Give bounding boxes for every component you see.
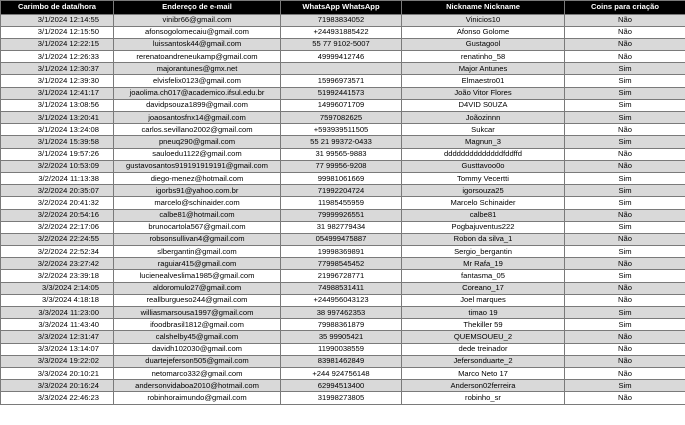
table-row: [1, 99, 685, 111]
cell-nickname: renatinho_58: [402, 51, 565, 63]
cell-coins: Não: [565, 392, 685, 404]
cell-nickname: Gusttavoo0o: [402, 160, 565, 172]
cell-nickname: Anderson02ferreira: [402, 380, 565, 392]
cell-coins: Sim: [565, 246, 685, 258]
cell-nickname: Jefersonduarte_2: [402, 355, 565, 367]
cell-coins: Sim: [565, 197, 685, 209]
cell-whatsapp: 83981462849: [281, 355, 402, 367]
cell-whatsapp: 054999475887: [281, 233, 402, 245]
cell-email: gustavosantos919191919191@gmail.com: [114, 160, 281, 172]
cell-whatsapp: 31 99565-9883: [281, 148, 402, 160]
cell-email: davidpsouza1899@gmail.com: [114, 99, 281, 111]
cell-timestamp: 3/1/2024 13:08:56: [1, 99, 114, 111]
cell-timestamp: 3/1/2024 12:30:37: [1, 63, 114, 75]
cell-email: elvisfelix0123@gmail.com: [114, 75, 281, 87]
cell-whatsapp: 79999926551: [281, 209, 402, 221]
cell-coins: Não: [565, 124, 685, 136]
cell-coins: Não: [565, 209, 685, 221]
cell-timestamp: 3/1/2024 15:39:58: [1, 136, 114, 148]
cell-timestamp: 3/3/2024 4:18:18: [1, 294, 114, 306]
cell-timestamp: 3/3/2024 19:22:02: [1, 355, 114, 367]
header-email: Endereço de e-mail: [114, 1, 281, 15]
table-row: [1, 343, 685, 355]
cell-coins: Sim: [565, 112, 685, 124]
header-nickname: Nickname Nickname: [402, 1, 565, 15]
cell-nickname: João Vitor Flores: [402, 87, 565, 99]
table-row: [1, 209, 685, 221]
table-row: [1, 331, 685, 343]
table-row: [1, 185, 685, 197]
cell-nickname: Coreano_17: [402, 282, 565, 294]
header-timestamp: Carimbo de data/hora: [1, 1, 114, 15]
cell-timestamp: 3/3/2024 2:14:05: [1, 282, 114, 294]
table-row: [1, 258, 685, 270]
cell-whatsapp: +244931885422: [281, 26, 402, 38]
cell-coins: Sim: [565, 380, 685, 392]
cell-nickname: dede treinador: [402, 343, 565, 355]
cell-nickname: Magnun_3: [402, 136, 565, 148]
cell-nickname: Mr Rafa_19: [402, 258, 565, 270]
cell-coins: Não: [565, 367, 685, 379]
cell-nickname: Robon da silva_1: [402, 233, 565, 245]
cell-timestamp: 3/2/2024 23:27:42: [1, 258, 114, 270]
cell-coins: Sim: [565, 99, 685, 111]
cell-coins: Não: [565, 294, 685, 306]
cell-email: luissantosk44@gmail.com: [114, 38, 281, 50]
cell-timestamp: 3/2/2024 11:13:38: [1, 172, 114, 184]
cell-timestamp: 3/2/2024 22:52:34: [1, 246, 114, 258]
cell-email: diego-menez@hotmail.com: [114, 172, 281, 184]
table-row: [1, 319, 685, 331]
cell-coins: Sim: [565, 221, 685, 233]
cell-whatsapp: 79988361879: [281, 319, 402, 331]
cell-email: igorbs91@yahoo.com.br: [114, 185, 281, 197]
cell-timestamp: 3/3/2024 20:10:21: [1, 367, 114, 379]
table-row: [1, 172, 685, 184]
cell-nickname: Marcelo Schinaider: [402, 197, 565, 209]
cell-whatsapp: 71983834052: [281, 14, 402, 26]
table-row: [1, 307, 685, 319]
cell-coins: Sim: [565, 136, 685, 148]
cell-coins: Sim: [565, 87, 685, 99]
cell-timestamp: 3/1/2024 12:15:50: [1, 26, 114, 38]
table-row: [1, 355, 685, 367]
cell-coins: Sim: [565, 172, 685, 184]
cell-email: reallburgueso244@gmail.com: [114, 294, 281, 306]
cell-email: robsonsullivan4@gmail.com: [114, 233, 281, 245]
cell-whatsapp: 99981061669: [281, 172, 402, 184]
cell-email: andersonvidaboa2010@hotmail.com: [114, 380, 281, 392]
table-row: [1, 14, 685, 26]
cell-coins: Não: [565, 51, 685, 63]
cell-timestamp: 3/1/2024 12:26:33: [1, 51, 114, 63]
cell-timestamp: 3/1/2024 13:20:41: [1, 112, 114, 124]
cell-coins: Não: [565, 14, 685, 26]
table-row: [1, 87, 685, 99]
cell-whatsapp: +244956043123: [281, 294, 402, 306]
table-row: [1, 75, 685, 87]
cell-timestamp: 3/1/2024 19:57:26: [1, 148, 114, 160]
cell-email: calbe81@hotmail.com: [114, 209, 281, 221]
cell-email: afonsogolomecaiu@gmail.com: [114, 26, 281, 38]
cell-coins: Sim: [565, 75, 685, 87]
cell-coins: Não: [565, 258, 685, 270]
cell-timestamp: 3/1/2024 13:24:08: [1, 124, 114, 136]
cell-email: marcelo@schinaider.com: [114, 197, 281, 209]
table-row: [1, 63, 685, 75]
cell-coins: Não: [565, 331, 685, 343]
cell-whatsapp: 14996071709: [281, 99, 402, 111]
cell-timestamp: 3/1/2024 12:22:15: [1, 38, 114, 50]
cell-email: slbergantin@gmail.com: [114, 246, 281, 258]
cell-nickname: Sukcar: [402, 124, 565, 136]
cell-nickname: robinho_sr: [402, 392, 565, 404]
cell-nickname: Elmaestro01: [402, 75, 565, 87]
cell-nickname: fantasma_05: [402, 270, 565, 282]
cell-whatsapp: +244 924756148: [281, 367, 402, 379]
cell-timestamp: 3/2/2024 22:24:55: [1, 233, 114, 245]
table-row: [1, 246, 685, 258]
cell-nickname: D4VID S0UZA: [402, 99, 565, 111]
cell-nickname: igorsouza25: [402, 185, 565, 197]
cell-whatsapp: 77 99956-9208: [281, 160, 402, 172]
cell-nickname: Marco Neto 17: [402, 367, 565, 379]
cell-whatsapp: 21996728771: [281, 270, 402, 282]
cell-whatsapp: 71992204724: [281, 185, 402, 197]
cell-coins: Não: [565, 160, 685, 172]
table-row: [1, 160, 685, 172]
table-row: [1, 270, 685, 282]
cell-whatsapp: 31 982779434: [281, 221, 402, 233]
cell-timestamp: 3/2/2024 20:41:32: [1, 197, 114, 209]
header-coins: Coins para criação: [565, 1, 685, 15]
cell-email: raguiar415@gmail.com: [114, 258, 281, 270]
cell-nickname: Gustagool: [402, 38, 565, 50]
cell-timestamp: 3/3/2024 20:16:24: [1, 380, 114, 392]
cell-whatsapp: 15996973571: [281, 75, 402, 87]
cell-nickname: Major Antunes: [402, 63, 565, 75]
cell-email: sauloedu1122@gmail.com: [114, 148, 281, 160]
table-row: [1, 197, 685, 209]
table-row: [1, 294, 685, 306]
cell-timestamp: 3/2/2024 20:54:16: [1, 209, 114, 221]
cell-whatsapp: 31998273805: [281, 392, 402, 404]
cell-nickname: timao 19: [402, 307, 565, 319]
table-row: [1, 367, 685, 379]
table-body: [1, 14, 685, 404]
cell-email: vinibr66@gmail.com: [114, 14, 281, 26]
cell-coins: Não: [565, 26, 685, 38]
cell-email: aldoromulo27@gmail.com: [114, 282, 281, 294]
header-row: [1, 1, 685, 15]
cell-whatsapp: 38 997462353: [281, 307, 402, 319]
table-row: [1, 112, 685, 124]
cell-email: robinhoraimundo@gmail.com: [114, 392, 281, 404]
cell-whatsapp: 19998369891: [281, 246, 402, 258]
table-row: [1, 148, 685, 160]
cell-coins: Sim: [565, 270, 685, 282]
cell-nickname: calbe81: [402, 209, 565, 221]
cell-nickname: Sergio_bergantin: [402, 246, 565, 258]
cell-nickname: ddddddddddddddfddffd: [402, 148, 565, 160]
cell-whatsapp: 35 99905421: [281, 331, 402, 343]
cell-nickname: QUEMSOUEU_2: [402, 331, 565, 343]
cell-email: joaolima.ch017@academico.ifsul.edu.br: [114, 87, 281, 99]
cell-nickname: Joãozinnn: [402, 112, 565, 124]
cell-whatsapp: 55 21 99372-0433: [281, 136, 402, 148]
cell-email: brunocartola567@gmail.com: [114, 221, 281, 233]
cell-coins: Não: [565, 38, 685, 50]
cell-timestamp: 3/3/2024 13:14:07: [1, 343, 114, 355]
cell-timestamp: 3/3/2024 11:23:00: [1, 307, 114, 319]
cell-coins: Não: [565, 355, 685, 367]
cell-timestamp: 3/1/2024 12:14:55: [1, 14, 114, 26]
cell-timestamp: 3/2/2024 23:39:18: [1, 270, 114, 282]
cell-timestamp: 3/2/2024 20:35:07: [1, 185, 114, 197]
cell-nickname: Tommy Vecertti: [402, 172, 565, 184]
table-row: [1, 51, 685, 63]
cell-nickname: Pogbajuventus222: [402, 221, 565, 233]
cell-coins: Sim: [565, 307, 685, 319]
table-row: [1, 26, 685, 38]
table-row: [1, 233, 685, 245]
cell-email: williasmarsousa1997@gmail.com: [114, 307, 281, 319]
table-row: [1, 392, 685, 404]
cell-whatsapp: 74988531411: [281, 282, 402, 294]
cell-email: majorantunes@gmx.net: [114, 63, 281, 75]
cell-email: carlos.sevillano2002@gmail.com: [114, 124, 281, 136]
cell-whatsapp: 77998545452: [281, 258, 402, 270]
cell-nickname: Afonso Golome: [402, 26, 565, 38]
table-row: [1, 380, 685, 392]
cell-coins: Não: [565, 233, 685, 245]
cell-nickname: Vinicios10: [402, 14, 565, 26]
cell-coins: Não: [565, 148, 685, 160]
cell-coins: Sim: [565, 185, 685, 197]
cell-email: ifoodbrasil1812@gmail.com: [114, 319, 281, 331]
cell-timestamp: 3/2/2024 22:17:06: [1, 221, 114, 233]
cell-coins: Sim: [565, 63, 685, 75]
table-row: [1, 38, 685, 50]
cell-email: pneuq290@gmail.com: [114, 136, 281, 148]
cell-email: netomarco332@gmail.com: [114, 367, 281, 379]
cell-whatsapp: 7597082625: [281, 112, 402, 124]
cell-timestamp: 3/1/2024 12:39:30: [1, 75, 114, 87]
cell-timestamp: 3/3/2024 22:46:23: [1, 392, 114, 404]
cell-whatsapp: +593939511505: [281, 124, 402, 136]
table-row: [1, 282, 685, 294]
cell-timestamp: 3/3/2024 11:43:40: [1, 319, 114, 331]
cell-email: lucienealveslima1985@gmail.com: [114, 270, 281, 282]
cell-timestamp: 3/1/2024 12:41:17: [1, 87, 114, 99]
cell-whatsapp: 62994513400: [281, 380, 402, 392]
cell-whatsapp: 49999412746: [281, 51, 402, 63]
header-whatsapp: WhatsApp WhatsApp: [281, 1, 402, 15]
cell-whatsapp: 55 77 9102-5007: [281, 38, 402, 50]
cell-whatsapp: 11985455959: [281, 197, 402, 209]
table-row: [1, 124, 685, 136]
cell-whatsapp: [281, 63, 402, 75]
cell-whatsapp: 11990038559: [281, 343, 402, 355]
cell-timestamp: 3/3/2024 12:31:47: [1, 331, 114, 343]
cell-nickname: Joel marques: [402, 294, 565, 306]
cell-whatsapp: 51992441573: [281, 87, 402, 99]
cell-email: rerenatoandreneukamp@gmail.com: [114, 51, 281, 63]
cell-email: joaosantosfnx14@gmail.com: [114, 112, 281, 124]
cell-nickname: Thekiller 59: [402, 319, 565, 331]
cell-timestamp: 3/2/2024 10:53:09: [1, 160, 114, 172]
table-row: [1, 221, 685, 233]
table-row: [1, 136, 685, 148]
cell-coins: Sim: [565, 319, 685, 331]
cell-email: duartejeferson505@gmail.com: [114, 355, 281, 367]
cell-email: davidh102030@gmail.com: [114, 343, 281, 355]
cell-coins: Não: [565, 282, 685, 294]
cell-email: calshelby45@gmail.com: [114, 331, 281, 343]
cell-coins: Não: [565, 343, 685, 355]
